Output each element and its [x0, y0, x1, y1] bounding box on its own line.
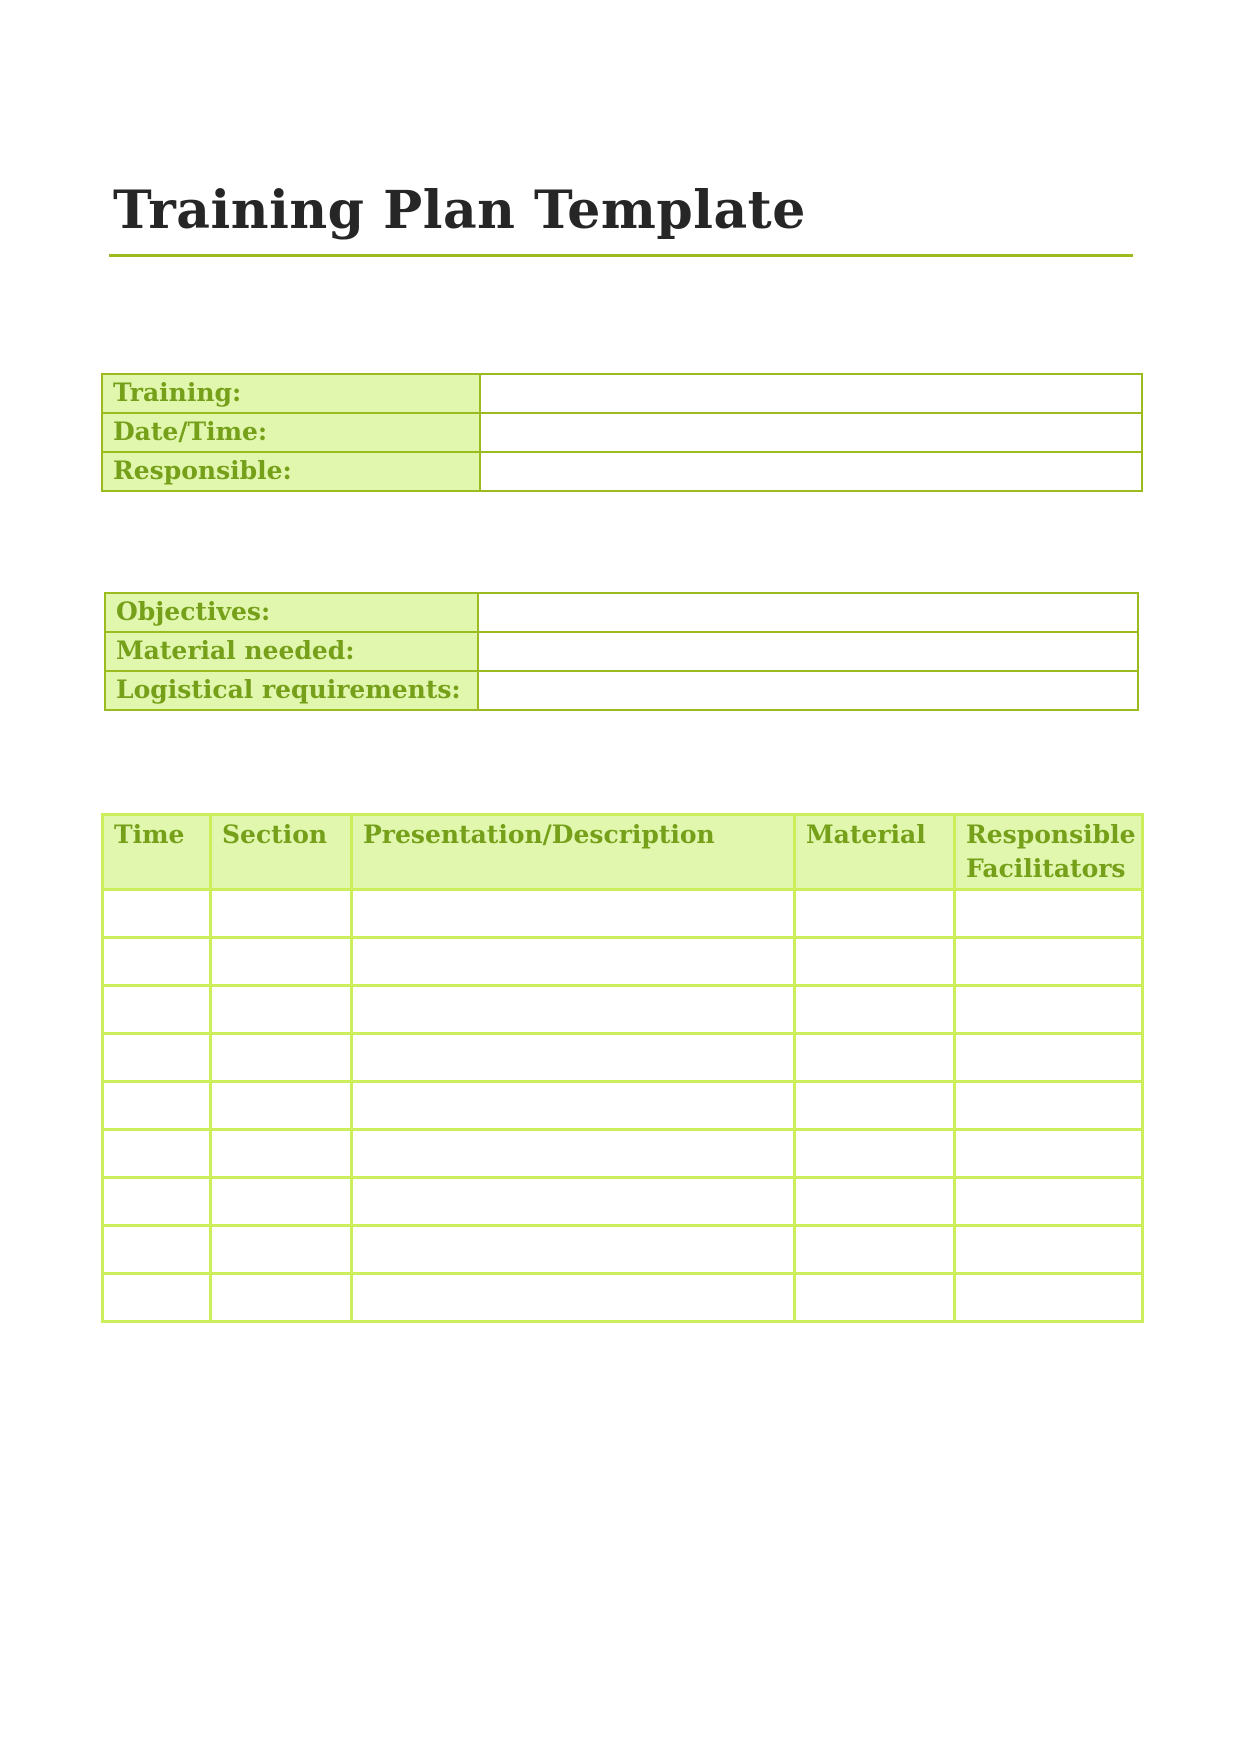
schedule-cell-presentation-description[interactable] — [352, 986, 795, 1034]
schedule-cell-presentation-description[interactable] — [352, 890, 795, 938]
training-info-table — [101, 373, 1143, 492]
schedule-cell-section[interactable] — [211, 938, 352, 986]
table-row — [102, 413, 1142, 452]
responsible-field[interactable] — [480, 452, 1142, 491]
logistical-requirements-label: Logistical requirements: — [105, 671, 478, 710]
table-row — [103, 890, 1143, 938]
table-row — [103, 1082, 1143, 1130]
schedule-cell-section[interactable] — [211, 890, 352, 938]
schedule-table — [101, 813, 1144, 1323]
schedule-cell-section[interactable] — [211, 1274, 352, 1322]
table-row — [103, 1130, 1143, 1178]
schedule-cell-responsible-facilitators[interactable] — [955, 938, 1143, 986]
schedule-cell-presentation-description[interactable] — [352, 1274, 795, 1322]
table-row — [103, 986, 1143, 1034]
schedule-cell-responsible-facilitators[interactable] — [955, 1034, 1143, 1082]
objectives-info-table — [104, 592, 1139, 711]
table-row — [105, 593, 1138, 632]
schedule-cell-time[interactable] — [103, 1178, 211, 1226]
date-time-label: Date/Time: — [102, 413, 480, 452]
responsible-label: Responsible: — [102, 452, 480, 491]
schedule-cell-material[interactable] — [795, 1178, 955, 1226]
material-needed-field[interactable] — [478, 632, 1138, 671]
logistical-requirements-field[interactable] — [478, 671, 1138, 710]
column-header-material: Material — [795, 815, 955, 890]
schedule-cell-responsible-facilitators[interactable] — [955, 1178, 1143, 1226]
schedule-header-row — [103, 815, 1143, 890]
schedule-cell-material[interactable] — [795, 1226, 955, 1274]
schedule-cell-section[interactable] — [211, 986, 352, 1034]
schedule-cell-responsible-facilitators[interactable] — [955, 1226, 1143, 1274]
schedule-cell-time[interactable] — [103, 938, 211, 986]
schedule-cell-material[interactable] — [795, 1034, 955, 1082]
schedule-cell-time[interactable] — [103, 1274, 211, 1322]
schedule-cell-section[interactable] — [211, 1226, 352, 1274]
schedule-cell-time[interactable] — [103, 1130, 211, 1178]
training-field[interactable] — [480, 374, 1142, 413]
table-row — [102, 452, 1142, 491]
schedule-cell-section[interactable] — [211, 1034, 352, 1082]
schedule-cell-responsible-facilitators[interactable] — [955, 1082, 1143, 1130]
schedule-cell-time[interactable] — [103, 1082, 211, 1130]
schedule-cell-time[interactable] — [103, 986, 211, 1034]
table-row — [102, 374, 1142, 413]
schedule-cell-presentation-description[interactable] — [352, 1034, 795, 1082]
page-title: Training Plan Template — [113, 180, 806, 241]
training-label: Training: — [102, 374, 480, 413]
schedule-cell-material[interactable] — [795, 1130, 955, 1178]
schedule-cell-material[interactable] — [795, 1274, 955, 1322]
schedule-cell-presentation-description[interactable] — [352, 1130, 795, 1178]
table-row — [103, 1034, 1143, 1082]
date-time-field[interactable] — [480, 413, 1142, 452]
schedule-cell-time[interactable] — [103, 1034, 211, 1082]
schedule-cell-section[interactable] — [211, 1082, 352, 1130]
column-header-time: Time — [103, 815, 211, 890]
schedule-cell-material[interactable] — [795, 986, 955, 1034]
schedule-cell-time[interactable] — [103, 890, 211, 938]
schedule-cell-section[interactable] — [211, 1130, 352, 1178]
column-header-section: Section — [211, 815, 352, 890]
table-row — [103, 1226, 1143, 1274]
table-row — [103, 1274, 1143, 1322]
objectives-label: Objectives: — [105, 593, 478, 632]
title-underline — [109, 254, 1133, 257]
schedule-cell-section[interactable] — [211, 1178, 352, 1226]
schedule-cell-presentation-description[interactable] — [352, 1082, 795, 1130]
table-row — [103, 938, 1143, 986]
schedule-cell-responsible-facilitators[interactable] — [955, 1274, 1143, 1322]
table-row — [105, 632, 1138, 671]
schedule-cell-presentation-description[interactable] — [352, 1226, 795, 1274]
schedule-cell-responsible-facilitators[interactable] — [955, 1130, 1143, 1178]
table-row — [105, 671, 1138, 710]
column-header-responsible-facilitators: Responsible Facilitators — [955, 815, 1143, 890]
column-header-presentation-description: Presentation/Description — [352, 815, 795, 890]
material-needed-label: Material needed: — [105, 632, 478, 671]
schedule-cell-responsible-facilitators[interactable] — [955, 890, 1143, 938]
schedule-cell-presentation-description[interactable] — [352, 938, 795, 986]
schedule-cell-material[interactable] — [795, 1082, 955, 1130]
schedule-cell-material[interactable] — [795, 938, 955, 986]
schedule-cell-material[interactable] — [795, 890, 955, 938]
schedule-cell-time[interactable] — [103, 1226, 211, 1274]
table-row — [103, 1178, 1143, 1226]
objectives-field[interactable] — [478, 593, 1138, 632]
schedule-cell-responsible-facilitators[interactable] — [955, 986, 1143, 1034]
schedule-cell-presentation-description[interactable] — [352, 1178, 795, 1226]
